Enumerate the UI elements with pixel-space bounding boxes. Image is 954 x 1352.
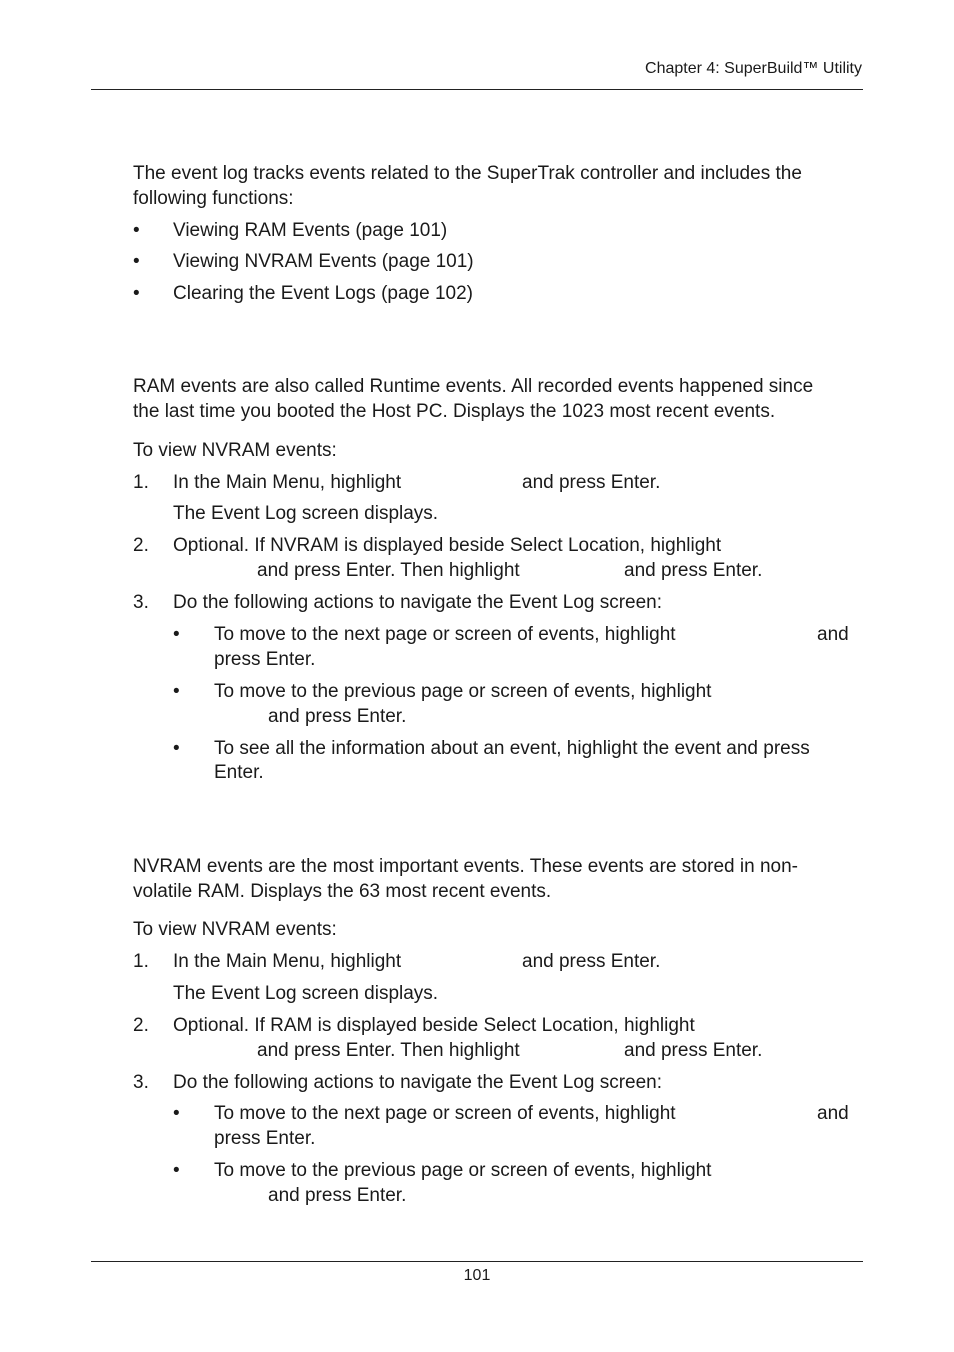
intro-bullet-item: Clearing the Event Logs (page 102)	[173, 283, 473, 304]
step-number: 2.	[133, 1015, 149, 1036]
step-number: 3.	[133, 592, 149, 613]
bullet-marker: •	[133, 220, 140, 241]
intro-paragraph-line1: The event log tracks events related to the SuperTrak controller and includes the	[133, 163, 802, 184]
step-number: 3.	[133, 1072, 149, 1093]
header-rule	[91, 89, 863, 90]
nvram-step2-line2b: and press Enter.	[624, 1040, 763, 1061]
nvram-sub2-line2: and press Enter.	[268, 1185, 407, 1206]
ram-step1-note: The Event Log screen displays.	[173, 503, 439, 524]
nvram-step2-line2a: and press Enter. Then highlight	[257, 1040, 520, 1061]
bullet-marker: •	[173, 738, 180, 759]
page-number: 101	[463, 1267, 491, 1284]
intro-paragraph-line2: following functions:	[133, 188, 294, 209]
nvram-sub1-line1-end: and	[817, 1103, 849, 1124]
bullet-marker: •	[133, 251, 140, 272]
nvram-sub2-line1: To move to the previous page or screen of events, highlight	[214, 1160, 712, 1181]
intro-bullet-item: Viewing NVRAM Events (page 101)	[173, 251, 474, 272]
ram-sub1-line1-end: and	[817, 624, 849, 645]
ram-sub2-line2: and press Enter.	[268, 706, 407, 727]
ram-step2-line2b: and press Enter.	[624, 560, 763, 581]
nvram-sub1-line1: To move to the next page or screen of events, highlight	[214, 1103, 676, 1124]
ram-sub3-line2: Enter.	[214, 762, 264, 783]
nvram-step2-line1: Optional. If RAM is displayed beside Select Location, highlight	[173, 1015, 695, 1036]
chapter-header: Chapter 4: SuperBuild™ Utility	[645, 60, 862, 77]
bullet-marker: •	[173, 1103, 180, 1124]
nvram-lead: To view NVRAM events:	[133, 919, 337, 940]
footer-rule	[91, 1261, 863, 1262]
ram-sub1-line1: To move to the next page or screen of events, highlight	[214, 624, 676, 645]
ram-step2-line1: Optional. If NVRAM is displayed beside Select Location, highlight	[173, 535, 722, 556]
ram-sub1-line2: press Enter.	[214, 649, 316, 670]
nvram-step1-text-end: and press Enter.	[522, 951, 661, 972]
bullet-marker: •	[173, 1160, 180, 1181]
ram-step1-text-end: and press Enter.	[522, 472, 661, 493]
ram-paragraph-line1: RAM events are also called Runtime events. All recorded events happened since	[133, 376, 814, 397]
intro-bullet-item: Viewing RAM Events (page 101)	[173, 220, 448, 241]
nvram-step1-note: The Event Log screen displays.	[173, 983, 439, 1004]
bullet-marker: •	[173, 681, 180, 702]
nvram-sub1-line2: press Enter.	[214, 1128, 316, 1149]
step-number: 1.	[133, 472, 149, 493]
step-number: 2.	[133, 535, 149, 556]
ram-lead: To view NVRAM events:	[133, 440, 337, 461]
nvram-paragraph-line1: NVRAM events are the most important events. These events are stored in non-	[133, 856, 798, 877]
bullet-marker: •	[173, 624, 180, 645]
ram-sub3-line1: To see all the information about an event, highlight the event and press	[214, 738, 810, 759]
bullet-marker: •	[133, 283, 140, 304]
nvram-step3-text: Do the following actions to navigate the Event Log screen:	[173, 1072, 663, 1093]
ram-step3-text: Do the following actions to navigate the Event Log screen:	[173, 592, 663, 613]
ram-paragraph-line2: the last time you booted the Host PC. Displays the 1023 most recent events.	[133, 401, 776, 422]
ram-step2-line2a: and press Enter. Then highlight	[257, 560, 520, 581]
ram-sub2-line1: To move to the previous page or screen of events, highlight	[214, 681, 712, 702]
nvram-paragraph-line2: volatile RAM. Displays the 63 most recent events.	[133, 881, 552, 902]
nvram-step1-text: In the Main Menu, highlight	[173, 951, 402, 972]
step-number: 1.	[133, 951, 149, 972]
ram-step1-text: In the Main Menu, highlight	[173, 472, 402, 493]
